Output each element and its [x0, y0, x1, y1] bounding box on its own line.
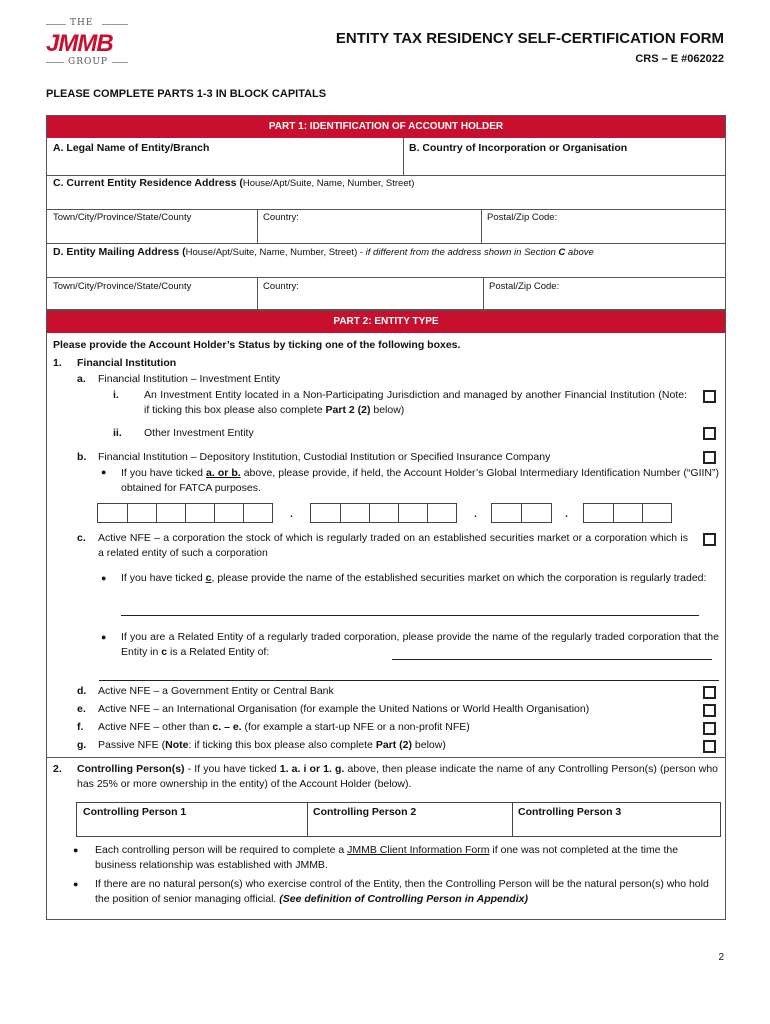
giin-separator: .	[565, 508, 568, 520]
logo-group: GROUP	[68, 57, 108, 67]
related-entity-ref: c	[161, 646, 168, 658]
section-2-number: 2.	[53, 763, 62, 775]
option-g-text	[98, 739, 446, 751]
controlling-persons-ref: 1. a. i or 1. g.	[279, 763, 345, 775]
residence-town-label: Town/City/Province/State/County	[53, 212, 192, 223]
option-f-start: Active NFE – other than	[98, 721, 213, 733]
mailing-address-section-ref: C	[558, 247, 566, 258]
senior-official-note-text: If there are no natural person(s) who exercise control of the Entity, then the Controlling Person will be the natural person(s) who hold the position of senior managing official.	[95, 878, 709, 905]
section-1-number: 1.	[53, 357, 62, 369]
securities-market-end: , please provide the name of the established securities market on which the corporation is regularly traded:	[211, 572, 707, 584]
option-e-checkbox[interactable]	[703, 704, 716, 717]
client-information-form-link[interactable]: JMMB Client Information Form	[347, 844, 490, 856]
securities-market-start: If you have ticked	[121, 572, 206, 584]
option-g-checkbox[interactable]	[703, 740, 716, 753]
mailing-town-field[interactable]	[47, 277, 258, 310]
giin-cell[interactable]	[243, 503, 273, 523]
giin-cell[interactable]	[398, 503, 428, 523]
controlling-persons-start: - If you have ticked	[184, 763, 280, 775]
giin-cell[interactable]	[521, 503, 552, 523]
option-a-i-body: An Investment Entity located in a Non-Participating Jurisdiction and managed by another Financial Institution (Note: if ticking this box please also complete	[144, 389, 687, 416]
option-b-checkbox[interactable]	[703, 451, 716, 464]
giin-cell[interactable]	[642, 503, 672, 523]
option-a-letter: a.	[77, 373, 86, 385]
option-d-text: Active NFE – a Government Entity or Central Bank	[98, 685, 334, 697]
option-a-i-checkbox[interactable]	[703, 390, 716, 403]
option-g-note: Note	[165, 739, 189, 751]
giin-separator: .	[474, 508, 477, 520]
securities-market-input[interactable]	[121, 615, 699, 616]
mailing-address-condition-end: above	[565, 247, 594, 258]
option-a-ii-text: Other Investment Entity	[144, 427, 254, 439]
bullet-icon: ●	[73, 845, 79, 855]
residence-postal-label: Postal/Zip Code:	[487, 212, 558, 223]
giin-cell[interactable]	[156, 503, 186, 523]
logo-the: THE	[70, 18, 94, 28]
block-capitals-instruction: PLEASE COMPLETE PARTS 1-3 IN BLOCK CAPITALS	[46, 88, 327, 100]
country-incorporation-label: B. Country of Incorporation or Organisation	[409, 142, 628, 154]
mailing-address-label: D. Entity Mailing Address (	[53, 246, 186, 258]
client-form-note-end: if one was not completed at the time the business relationship was established with JMMB.	[95, 844, 679, 871]
option-a-i-text	[144, 388, 687, 418]
related-entity-instruction	[121, 630, 719, 660]
logo-rule-top	[46, 24, 66, 25]
option-c-letter: c.	[77, 532, 86, 544]
client-form-note	[95, 843, 721, 873]
giin-cell[interactable]	[310, 503, 341, 523]
bullet-icon: ●	[73, 879, 79, 889]
giin-separator: .	[290, 508, 293, 520]
legal-name-label: A. Legal Name of Entity/Branch	[53, 142, 210, 154]
controlling-persons-instruction	[77, 762, 718, 792]
part1-heading: PART 1: IDENTIFICATION OF ACCOUNT HOLDER	[47, 116, 725, 138]
giin-cell[interactable]	[613, 503, 643, 523]
option-a-ii-checkbox[interactable]	[703, 427, 716, 440]
residence-address-field[interactable]	[47, 175, 725, 210]
form-code: CRS – E #062022	[635, 53, 724, 65]
giin-cell[interactable]	[214, 503, 244, 523]
giin-group-1[interactable]	[97, 503, 273, 523]
giin-cell[interactable]	[97, 503, 128, 523]
giin-cell[interactable]	[127, 503, 157, 523]
controlling-person-2-label: Controlling Person 2	[313, 806, 417, 818]
logo-rule-bottom	[46, 62, 64, 63]
option-a-i-number: i.	[113, 389, 119, 401]
section-divider	[47, 757, 725, 758]
mailing-postal-field[interactable]	[483, 277, 725, 310]
option-a-i-part-ref: Part 2 (2)	[325, 404, 371, 416]
option-b-letter: b.	[77, 451, 87, 463]
option-g-end: below)	[412, 739, 446, 751]
residence-country-label: Country:	[263, 212, 299, 223]
client-form-note-start: Each controlling person will be required to complete a	[95, 844, 348, 856]
giin-group-4[interactable]	[583, 503, 672, 523]
giin-cell[interactable]	[185, 503, 215, 523]
giin-cell[interactable]	[340, 503, 370, 523]
logo-rule-top-right	[102, 24, 128, 25]
controlling-person-3-field[interactable]	[512, 803, 720, 836]
controlling-person-1-label: Controlling Person 1	[83, 806, 187, 818]
giin-cell[interactable]	[369, 503, 399, 523]
part1-section	[46, 115, 726, 310]
option-d-checkbox[interactable]	[703, 686, 716, 699]
option-f-checkbox[interactable]	[703, 722, 716, 735]
mailing-address-note: House/Apt/Suite, Name, Number, Street) -	[185, 247, 366, 258]
option-f-end: (for example a start-up NFE or a non-profit NFE)	[241, 721, 470, 733]
residence-address-note: House/Apt/Suite, Name, Number, Street)	[242, 178, 415, 189]
option-c-checkbox[interactable]	[703, 533, 716, 546]
related-entity-end: is a Related Entity of:	[167, 646, 270, 658]
giin-cell[interactable]	[491, 503, 522, 523]
option-g-letter: g.	[77, 739, 87, 751]
legal-name-field[interactable]	[47, 138, 404, 176]
part2-heading: PART 2: ENTITY TYPE	[47, 311, 725, 333]
option-a-ii-number: ii.	[113, 427, 122, 439]
giin-cell[interactable]	[583, 503, 614, 523]
residence-postal-field[interactable]	[481, 209, 725, 244]
logo: JMMB	[46, 30, 113, 57]
option-g-start: Passive NFE (	[98, 739, 166, 751]
page-number: 2	[718, 952, 724, 963]
controlling-persons-heading: Controlling Person(s)	[77, 763, 185, 775]
option-e-letter: e.	[77, 703, 86, 715]
mailing-town-label: Town/City/Province/State/County	[53, 281, 192, 292]
mailing-address-condition: if different from the address shown in Section	[365, 247, 559, 258]
giin-group-3[interactable]	[491, 503, 552, 523]
controlling-persons-table	[76, 802, 721, 837]
securities-market-instruction	[121, 571, 721, 586]
residence-town-field[interactable]	[47, 209, 258, 244]
option-e-text: Active NFE – an International Organisation (for example the United Nations or World Health Organisation)	[98, 703, 590, 715]
entity-status-intro: Please provide the Account Holder’s Status by ticking one of the following boxes.	[53, 339, 461, 351]
controlling-persons-end: above, then please indicate the name of any Controlling Person(s) (person who has 25% or more ownership in the entity) of the Account Holder (below).	[77, 763, 719, 790]
related-entity-start: If you are a Related Entity of a regularly traded corporation, please provide the name of the regularly traded corporation that the Entity in	[121, 631, 719, 658]
appendix-reference: (See definition of Controlling Person in Appendix)	[279, 893, 528, 905]
bullet-icon: ●	[101, 467, 107, 477]
bullet-icon: ●	[101, 573, 107, 583]
giin-instruction-ref: a. or b.	[206, 467, 241, 479]
mailing-country-label: Country:	[263, 281, 299, 292]
securities-market-ref: c	[205, 572, 212, 584]
giin-instruction	[121, 466, 719, 496]
option-d-letter: d.	[77, 685, 87, 697]
mailing-address-field[interactable]	[47, 243, 725, 278]
mailing-postal-label: Postal/Zip Code:	[489, 281, 560, 292]
bullet-icon: ●	[101, 632, 107, 642]
option-g-part-ref: Part (2)	[375, 739, 412, 751]
option-g-middle: : if ticking this box please also complete	[188, 739, 376, 751]
part2-section	[46, 310, 726, 920]
residence-country-field[interactable]	[257, 209, 482, 244]
controlling-person-3-label: Controlling Person 3	[518, 806, 622, 818]
form-title: ENTITY TAX RESIDENCY SELF-CERTIFICATION FORM	[335, 30, 724, 47]
logo-rule-bottom-right	[112, 62, 128, 63]
related-entity-input-line-2[interactable]	[99, 680, 719, 681]
giin-cell[interactable]	[427, 503, 457, 523]
option-f-letter: f.	[77, 721, 84, 733]
residence-address-label: C. Current Entity Residence Address (	[53, 177, 243, 189]
giin-group-2[interactable]	[310, 503, 457, 523]
related-entity-input[interactable]	[392, 659, 712, 660]
option-b-text: Financial Institution – Depository Institution, Custodial Institution or Specified Insurance Company	[98, 451, 551, 463]
giin-instruction-end: above, please provide, if held, the Account Holder’s Global Intermediary Identification Number (“GIIN”) obtained for FATCA purposes.	[121, 467, 719, 494]
controlling-person-2-field[interactable]	[307, 803, 513, 836]
option-f-range: c. – e.	[212, 721, 242, 733]
giin-instruction-start: If you have ticked	[121, 467, 207, 479]
controlling-person-1-field[interactable]	[77, 803, 308, 836]
mailing-country-field[interactable]	[257, 277, 484, 310]
option-c-text: Active NFE – a corporation the stock of which is regularly traded on an established securities market or a corporation which is a related entity of such a corporation	[98, 532, 688, 559]
senior-official-note	[95, 877, 721, 907]
option-a-text: Financial Institution – Investment Entity	[98, 373, 281, 385]
option-f-text	[98, 721, 470, 733]
country-incorporation-field[interactable]	[403, 138, 725, 176]
financial-institution-heading: Financial Institution	[77, 357, 177, 369]
option-a-i-end: below)	[370, 404, 405, 416]
